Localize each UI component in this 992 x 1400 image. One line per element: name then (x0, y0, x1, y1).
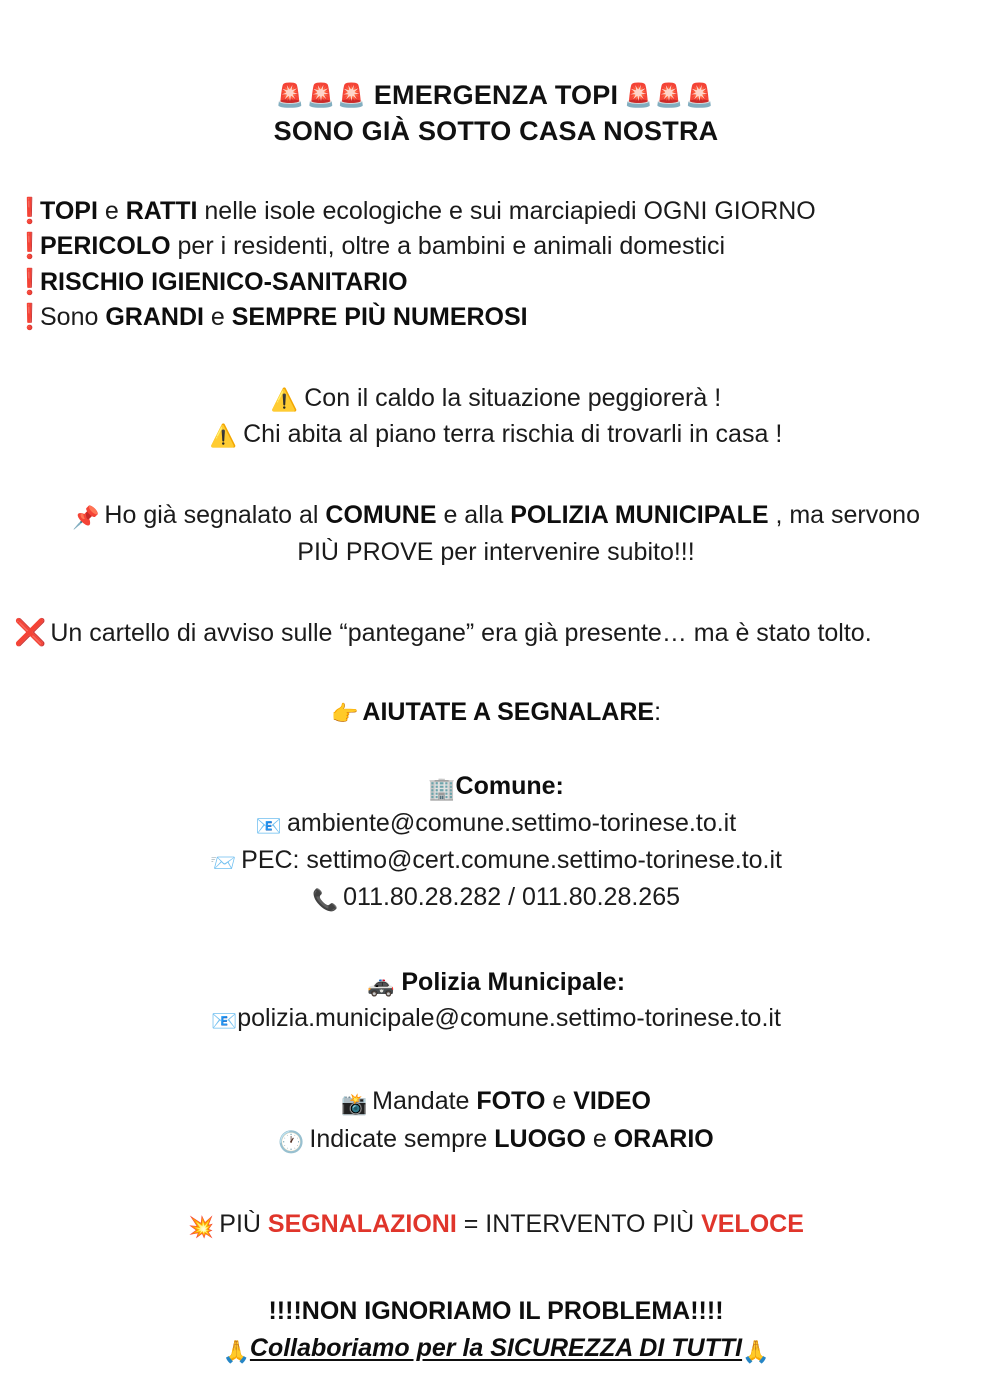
contact-pec-text: PEC: settimo@cert.comune.settimo-torinese.to.it (241, 846, 782, 875)
list-item (14, 229, 992, 265)
contact-block-comune (0, 769, 992, 916)
contact-heading-comune (0, 769, 992, 805)
instruction-bold-2: VIDEO (573, 1087, 651, 1116)
list-item-bold-1: PERICOLO (40, 232, 171, 261)
contact-email-text: ambiente@comune.settimo-torinese.to.it (286, 808, 737, 837)
call-to-action-colon: : (654, 698, 662, 727)
contact-email-comune[interactable] (0, 805, 992, 842)
exclamation-icon: ❗ (14, 232, 46, 261)
contact-heading-text: Comune: (455, 772, 564, 801)
equation-red-2: VELOCE (701, 1209, 804, 1238)
title-line-2: SONO GIÀ SOTTO CASA NOSTRA (273, 115, 719, 146)
clock-icon: 🕐 (278, 1131, 305, 1155)
warning-line-text: Con il caldo la situazione peggiorerà ! (304, 383, 722, 412)
list-item-bold-1: GRANDI (105, 303, 204, 332)
warning-line-text: Chi abita al piano terra rischia di trovarli in casa ! (243, 420, 783, 449)
report-post: , ma servono (768, 500, 920, 529)
rotating-light-icon-left: 🚨🚨🚨 (275, 82, 368, 108)
instruction-line-foto (0, 1083, 992, 1121)
list-item-bold-2: RATTI (125, 196, 198, 225)
equation-red-1: SEGNALAZIONI (267, 1209, 457, 1238)
polizia-label: POLIZIA MUNICIPALE (510, 500, 769, 529)
camera-flash-icon: 📸 (341, 1093, 368, 1117)
contact-heading-text: Polizia Municipale: (401, 967, 626, 996)
call-to-action-text: AIUTATE A SEGNALARE (362, 698, 655, 727)
list-item-bold-2: SEMPRE PIÙ NUMEROSI (231, 303, 528, 332)
contact-pec-comune[interactable] (0, 842, 992, 879)
list-item-text (40, 229, 725, 265)
instruction-mid: e (585, 1125, 614, 1154)
cross-mark-icon: ❌ (14, 617, 47, 648)
contact-block-polizia (0, 965, 992, 1038)
instruction-bold-1: LUOGO (494, 1125, 586, 1154)
telephone-receiver-icon: 📞 (311, 889, 339, 913)
list-item (14, 300, 992, 336)
instruction-pre: Indicate sempre (309, 1125, 495, 1154)
contact-phone-text: 011.80.28.282 / 011.80.28.265 (343, 883, 681, 912)
contact-phone-comune[interactable] (0, 879, 992, 916)
rotating-light-icon-right: 🚨🚨🚨 (624, 82, 717, 108)
report-status-line-2: PIÙ PROVE per intervenire subito!!! (297, 537, 695, 566)
poster-title (0, 0, 992, 150)
title-line-1 (0, 78, 992, 114)
footer-headline: !!!!NON IGNORIAMO IL PROBLEMA!!!! (268, 1297, 724, 1326)
list-item (14, 194, 992, 230)
warning-triangle-icon: ⚠️ (270, 386, 299, 412)
list-item-mid-1: e (97, 196, 126, 225)
report-pre: Ho già segnalato al (104, 500, 326, 529)
warning-line (0, 380, 992, 417)
exclamation-icon: ❗ (14, 303, 46, 332)
contact-email-text: polizia.municipale@comune.settimo-torinese.to.it (237, 1004, 781, 1033)
list-item-rest: per i residenti, oltre a bambini e animali domestici (170, 232, 725, 261)
warning-triangle-icon: ⚠️ (209, 423, 238, 449)
contact-email-polizia[interactable] (0, 1000, 992, 1037)
list-item-pre: Sono (40, 303, 106, 332)
sign-removed-text: Un cartello di avviso sulle “pantegane” era già presente… ma è stato tolto. (50, 619, 872, 648)
instruction-line-luogo (0, 1121, 992, 1159)
list-item-text (40, 300, 528, 336)
instruction-block (0, 1083, 992, 1158)
instruction-bold-1: FOTO (476, 1087, 546, 1116)
pointing-right-icon: 👉 (330, 701, 359, 727)
instruction-mid: e (545, 1087, 574, 1116)
exclamation-icon: ❗ (14, 267, 46, 296)
pushpin-icon: 📌 (72, 504, 100, 530)
list-item (14, 265, 992, 301)
sign-removed-line (0, 614, 992, 651)
report-mid: e alla (436, 500, 511, 529)
danger-bullet-list (0, 194, 992, 336)
list-item-mid-1: e (203, 303, 232, 332)
instruction-bold-2: ORARIO (613, 1125, 714, 1154)
footer-slogan-text: Collaboriamo per la SICUREZZA DI TUTTI (249, 1334, 743, 1363)
exclamation-icon: ❗ (14, 196, 46, 225)
comune-label: COMUNE (325, 500, 437, 529)
incoming-envelope-icon: 📨 (209, 852, 237, 876)
list-item-rest: nelle isole ecologiche e sui marciapiedi OGNI GIORNO (197, 196, 816, 225)
equation-mid: = INTERVENTO PIÙ (456, 1209, 702, 1238)
email-icon: 📧 (211, 1010, 238, 1034)
instruction-pre: Mandate (372, 1087, 477, 1116)
folded-hands-icon-left: 🙏 (222, 1339, 250, 1365)
list-item-text (40, 265, 408, 301)
email-icon: 📧 (255, 814, 282, 838)
warning-line (0, 416, 992, 453)
police-car-icon: 🚓 (366, 971, 395, 997)
contact-heading-polizia (0, 965, 992, 1001)
report-status-block (0, 497, 992, 571)
warning-block (0, 380, 992, 453)
equation-line (0, 1207, 992, 1242)
title-line-1-text: EMERGENZA TOPI (373, 80, 619, 110)
call-to-action-heading (0, 698, 992, 727)
list-item-text (40, 194, 816, 230)
poster-footer (0, 1294, 992, 1367)
list-item-bold-1: RISCHIO IGIENICO-SANITARIO (40, 267, 408, 296)
report-status-line-1 (0, 497, 992, 534)
folded-hands-icon-right: 🙏 (742, 1339, 770, 1365)
list-item-bold-1: TOPI (40, 196, 98, 225)
office-building-icon: 🏢 (428, 776, 456, 802)
footer-slogan (0, 1331, 992, 1367)
equation-pre: PIÙ (219, 1209, 268, 1238)
collision-icon: 💥 (188, 1215, 215, 1239)
